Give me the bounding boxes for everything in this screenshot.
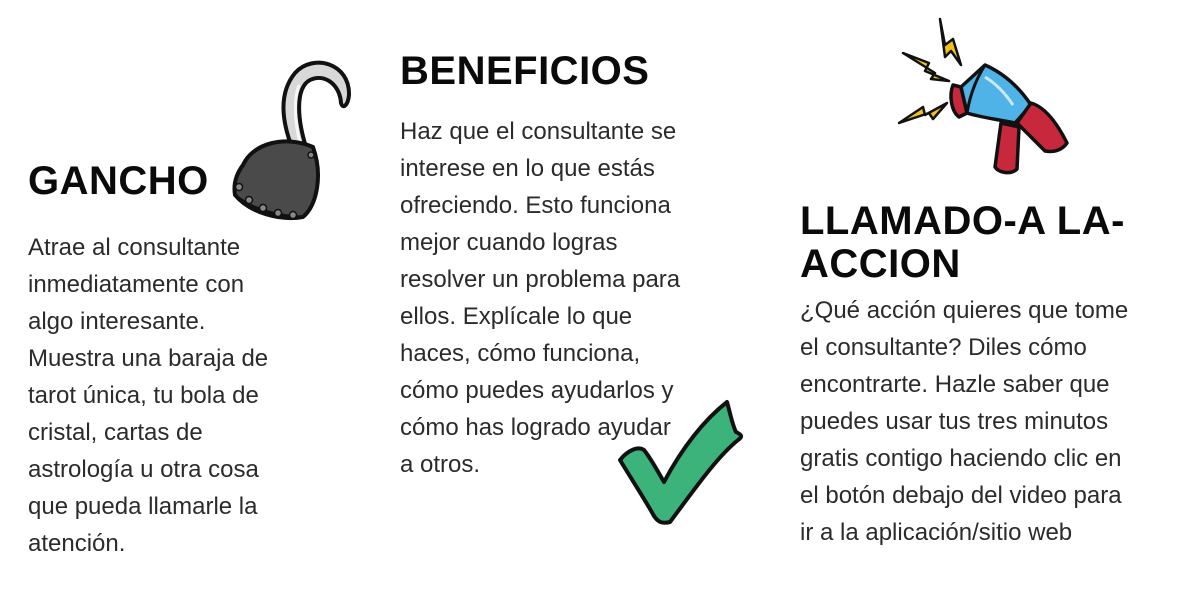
beneficios-heading: BENEFICIOS <box>400 49 650 93</box>
gancho-text <box>28 229 328 562</box>
beneficios-line: haces, cómo funciona, <box>400 340 641 368</box>
llamado-line: el botón debajo del video para <box>800 482 1122 510</box>
gancho-line: tarot única, tu bola de <box>28 382 259 410</box>
llamado-heading-line2: ACCION <box>800 242 961 287</box>
llamado-line: ir a la aplicación/sitio web <box>800 519 1073 547</box>
llamado-line: encontrarte. Hazle saber que <box>800 371 1110 399</box>
llamado-line: gratis contigo haciendo clic en <box>800 445 1122 473</box>
beneficios-line: cómo has logrado ayudar <box>400 414 671 442</box>
beneficios-line: ofreciendo. Esto funciona <box>400 192 671 220</box>
beneficios-line: interese en lo que estás <box>400 155 655 183</box>
beneficios-line: resolver un problema para <box>400 266 681 294</box>
pirate-hook-icon <box>225 55 365 225</box>
llamado-text <box>800 292 1180 551</box>
beneficios-line: cómo puedes ayudarlos y <box>400 377 674 405</box>
gancho-line: que pueda llamarle la <box>28 493 258 521</box>
llamado-heading <box>800 200 1180 286</box>
beneficios-line: a otros. <box>400 451 481 479</box>
gancho-line: atención. <box>28 530 126 558</box>
beneficios-line: mejor cuando logras <box>400 229 618 257</box>
llamado-line: el consultante? Diles cómo <box>800 334 1087 362</box>
gancho-heading: GANCHO <box>28 159 209 203</box>
llamado-heading-line1: LLAMADO-A LA- <box>800 199 1125 243</box>
gancho-line: inmediatamente con <box>28 271 245 299</box>
gancho-line: cristal, cartas de <box>28 419 203 447</box>
gancho-line: Muestra una baraja de <box>28 345 269 373</box>
checkmark-icon <box>612 398 747 528</box>
beneficios-line: ellos. Explícale lo que <box>400 303 633 331</box>
section-llamado-a-la-accion <box>800 200 1180 551</box>
gancho-line: algo interesante. <box>28 308 206 336</box>
beneficios-line: Haz que el consultante se <box>400 118 677 146</box>
gancho-line: Atrae al consultante <box>28 234 241 262</box>
gancho-line: astrología u otra cosa <box>28 456 259 484</box>
llamado-line: ¿Qué acción quieres que tome <box>800 297 1129 325</box>
megaphone-icon <box>895 15 1080 185</box>
llamado-line: puedes usar tus tres minutos <box>800 408 1109 436</box>
